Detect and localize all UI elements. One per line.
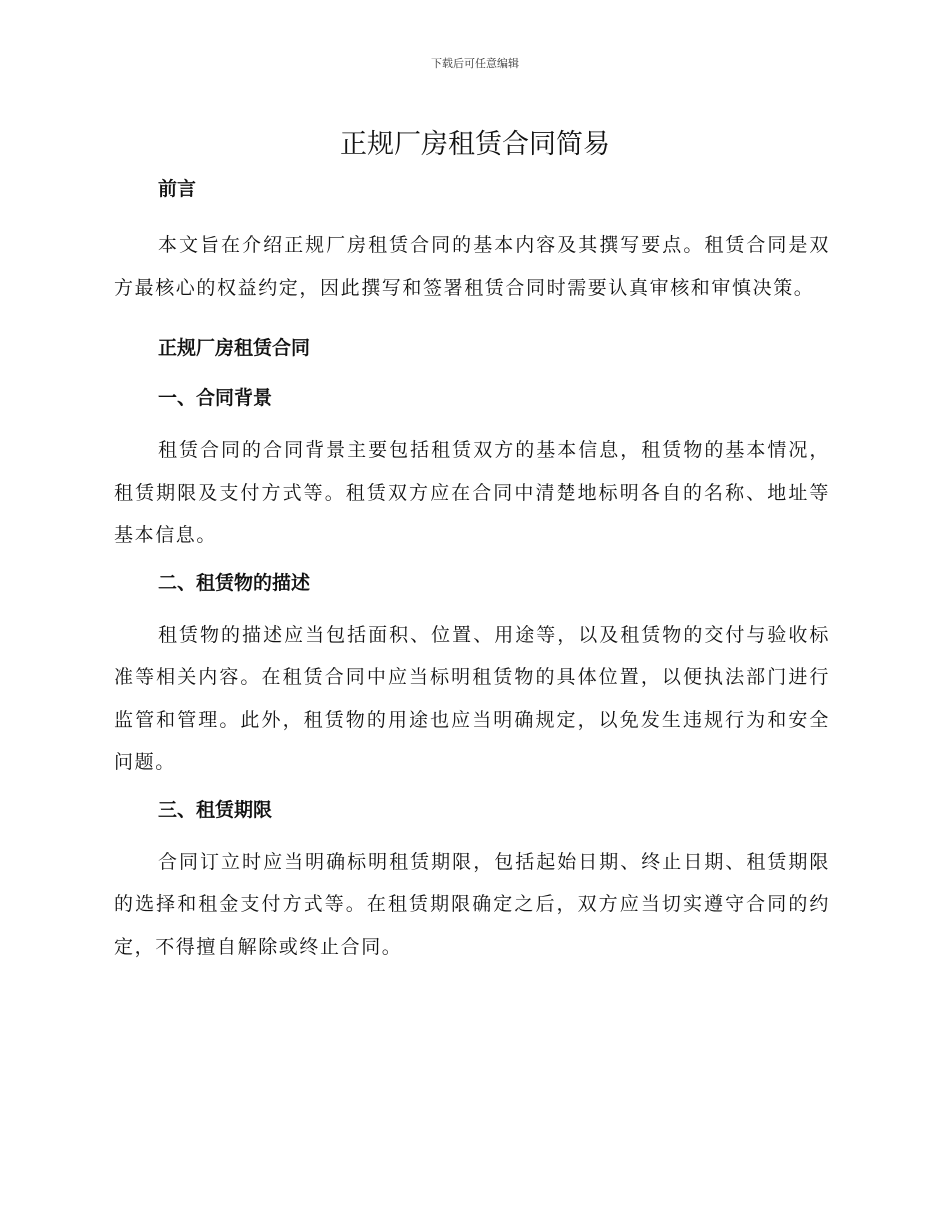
section-heading-term: 三、租赁期限 [158,798,273,821]
section-heading-background: 一、合同背景 [158,387,273,409]
document-title: 正规厂房租赁合同简易 [340,129,610,160]
section-heading-preface: 前言 [158,178,197,200]
section-heading-contract: 正规厂房租赁合同 [158,337,311,359]
document-body [114,172,830,968]
header-note: 下载后可任意编辑 [431,57,519,70]
section-paragraph-property: 租赁物的描述应当包括面积、位置、用途等，以及租赁物的交付与验收标准等相关内容。在租赁合同中应当标明租赁物的具体位置，以便执法部门进行监管和管理。此外，租赁物的用途也应当明确规定，以免发生违规行为和安全问题。 [114,623,830,773]
section-heading-property: 二、租赁物的描述 [158,571,311,594]
section-paragraph-preface: 本文旨在介绍正规厂房租赁合同的基本内容及其撰写要点。租赁合同是双方最核心的权益约定，因此撰写和签署租赁合同时需要认真审核和审慎决策。 [114,234,830,299]
section-paragraph-term: 合同订立时应当明确标明租赁期限，包括起始日期、终止日期、租赁期限的选择和租金支付方式等。在租赁期限确定之后，双方应当切实遵守合同的约定，不得擅自解除或终止合同。 [114,850,830,958]
section-paragraph-background: 租赁合同的合同背景主要包括租赁双方的基本信息，租赁物的基本情况，租赁期限及支付方式等。租赁双方应在合同中清楚地标明各自的名称、地址等基本信息。 [114,439,830,546]
